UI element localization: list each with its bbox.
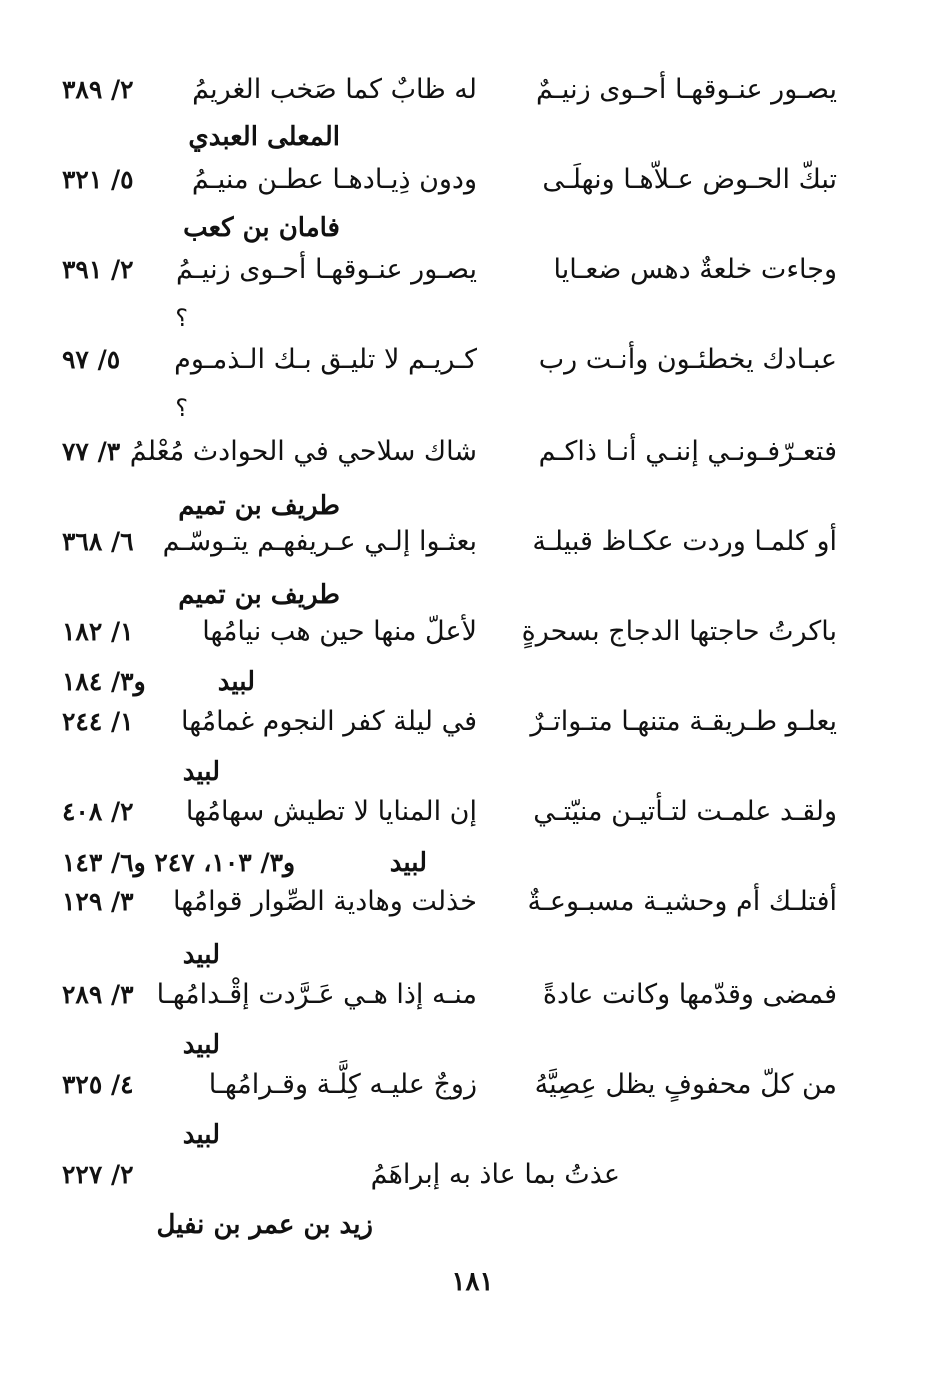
verse-reference: ٣/ ٧٧ [62,437,121,466]
verse-reference: ٢/ ٢٢٧ [62,1160,134,1189]
single-verse: عذتُ بما عاذ به إبراهَمُ [370,1159,620,1190]
verse-reference: ١/ ١٨٢ [62,617,134,646]
verse-first-hemistich: باكرتُ حاجتها الدجاج بسحرةٍ [521,616,837,647]
poet-name: لبيد [182,757,220,787]
poet-name: زيد بن عمر بن نفيل [156,1210,373,1240]
poet-name: لبيد [182,1030,220,1060]
verse-reference: ٥/ ٩٧ [62,345,121,374]
verse-first-hemistich: عبـادك يخطئـون وأنـت رب [538,344,837,375]
verse-second-hemistich: ودون ذِيـادهـا عطـن منيـمُ [191,164,477,195]
verse-first-hemistich: فمضى وقدّمها وكانت عادةً [542,979,837,1010]
verse-second-hemistich: بعثـوا إلـي عـريفهـم يتـوسّـم [162,526,477,557]
unknown-poet-mark: ؟ [175,394,188,422]
poet-name: لبيد [389,848,427,878]
poet-name: المعلى العبدي [188,122,340,152]
verse-reference: ١/ ٢٤٤ [62,707,134,736]
page-number: ١٨١ [451,1267,494,1297]
verse-first-hemistich: أفتلـك أم وحشيـة مسبـوعـةٌ [527,886,837,917]
poet-name: طريف بن تميم [178,491,340,521]
verse-second-hemistich: لأعلّ منها حين هب نيامُها [202,616,477,647]
verse-reference: ٢/ ٤٠٨ [62,797,134,826]
verse-first-hemistich: يعلـو طـريقـة متنهـا متـواتـرٌ [530,706,837,737]
verse-first-hemistich: يصـور عنـوقهـا أحـوى زنيـمٌ [536,74,837,105]
verse-reference: ٢/ ٣٨٩ [62,75,134,104]
verse-second-hemistich: كـريـم لا تليـق بـك الـذمـوم [174,344,477,375]
verse-first-hemistich: أو كلمـا وردت عكـاظ قبيلـة [532,526,837,557]
verse-first-hemistich: من كلّ محفوفٍ يظل عِصِيَّهُ [534,1069,837,1100]
verse-second-hemistich: شاك سلاحي في الحوادث مُعْلمُ [129,436,477,467]
poet-name: لبيد [182,940,220,970]
verse-second-hemistich: في ليلة كفر النجوم غمامُها [181,706,477,737]
poet-name: لبيد [182,1120,220,1150]
poet-name: فامان بن كعب [183,213,340,243]
verse-first-hemistich: وجاءت خلعةٌ دهس ضعـايا [553,254,837,285]
poet-name: طريف بن تميم [178,580,340,610]
verse-reference: ٥/ ٣٢١ [62,165,134,194]
verse-first-hemistich: تبكّ الحـوض عـلاّهـا ونهلَـى [542,164,837,195]
verse-second-hemistich: زوجٌ عليـه كِلَّـة وقـرامُهـا [208,1069,477,1100]
verse-second-hemistich: إن المنايا لا تطيش سهامُها [185,796,477,827]
verse-reference: ٣/ ١٢٩ [62,887,134,916]
verse-first-hemistich: فتعـرّفـونـي إننـي أنـا ذاكـم [538,436,837,467]
verse-second-hemistich: منـه إذا هـي عَـرَّدت إقْـدامُهـا [156,979,477,1010]
unknown-poet-mark: ؟ [175,304,188,332]
verse-reference-extra: و٣/ ١٠٣، ٢٤٧ و٦/ ١٤٣ [62,848,296,877]
verse-reference: ٦/ ٣٦٨ [62,527,134,556]
verse-second-hemistich: يصـور عنـوقهـا أحـوى زنيـمُ [176,254,477,285]
verse-reference: ٢/ ٣٩١ [62,255,134,284]
verse-first-hemistich: ولقـد علمـت لتـأتيـن منيّتـي [533,796,837,827]
verse-reference: ٤/ ٣٢٥ [62,1070,134,1099]
verse-second-hemistich: خذلت وهادية الصِّوار قوامُها [173,886,477,917]
verse-reference: ٣/ ٢٨٩ [62,980,134,1009]
poet-name: لبيد [217,667,255,697]
verse-reference-extra: و٣/ ١٨٤ [62,667,146,696]
verse-second-hemistich: له ظابٌ كما صَخب الغريمُ [192,74,477,105]
